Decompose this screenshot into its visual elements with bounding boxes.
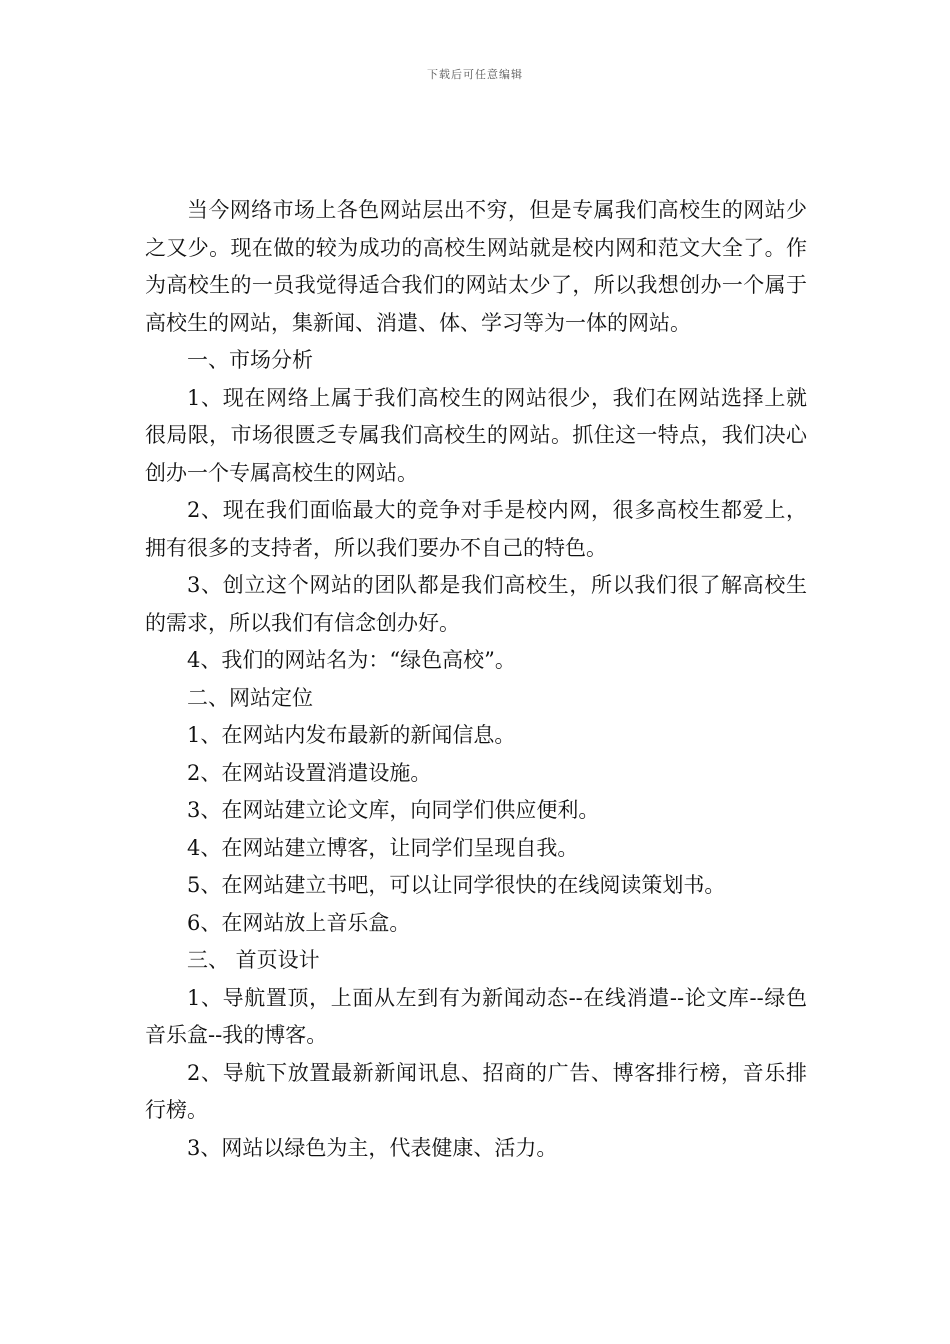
list-item: 2、导航下放置最新新闻讯息、招商的广告、博客排行榜，音乐排行榜。 [145, 1060, 807, 1122]
intro-paragraph: 当今网络市场上各色网站层出不穷，但是专属我们高校生的网站少之又少。现在做的较为成功的高校生网站就是校内网和范文大全了。作为高校生的一员我觉得适合我们的网站太少了，所以我想创办一个属于高校生的网站，集新闻、消遣、体、学习等为一体的网站。 [145, 198, 807, 335]
document-body [145, 192, 807, 1167]
list-item: 3、创立这个网站的团队都是我们高校生，所以我们很了解高校生的需求，所以我们有信念创办好。 [145, 573, 807, 635]
list-item: 5、在网站建立书吧，可以让同学很快的在线阅读策划书。 [187, 873, 726, 897]
section-heading-homepage-design: 三、 首页设计 [187, 948, 320, 972]
section-heading-positioning: 二、网站定位 [187, 685, 313, 710]
list-item: 2、现在我们面临最大的竞争对手是校内网，很多高校生都爱上，拥有很多的支持者，所以我们要办不自己的特色。 [145, 498, 807, 560]
list-item: 3、网站以绿色为主，代表健康、活力。 [187, 1135, 558, 1160]
page-header-note: 下载后可任意编辑 [427, 68, 523, 81]
list-item: 4、在网站建立博客，让同学们呈现自我。 [187, 835, 579, 860]
list-item: 2、在网站设置消遣设施。 [187, 760, 432, 785]
list-item: 3、在网站建立论文库，向同学们供应便利。 [187, 798, 600, 822]
list-item: 1、现在网络上属于我们高校生的网站很少，我们在网站选择上就很局限，市场很匮乏专属我们高校生的网站。抓住这一特点，我们决心创办一个专属高校生的网站。 [145, 385, 807, 485]
list-item: 1、导航置顶，上面从左到有为新闻动态--在线消遣--论文库--绿色音乐盒--我的博客。 [145, 985, 807, 1047]
list-item: 6、在网站放上音乐盒。 [187, 910, 411, 935]
list-item: 1、在网站内发布最新的新闻信息。 [187, 723, 516, 747]
section-heading-market-analysis: 一、市场分析 [187, 348, 313, 372]
list-item: 4、我们的网站名为：“绿色高校”。 [187, 648, 516, 672]
